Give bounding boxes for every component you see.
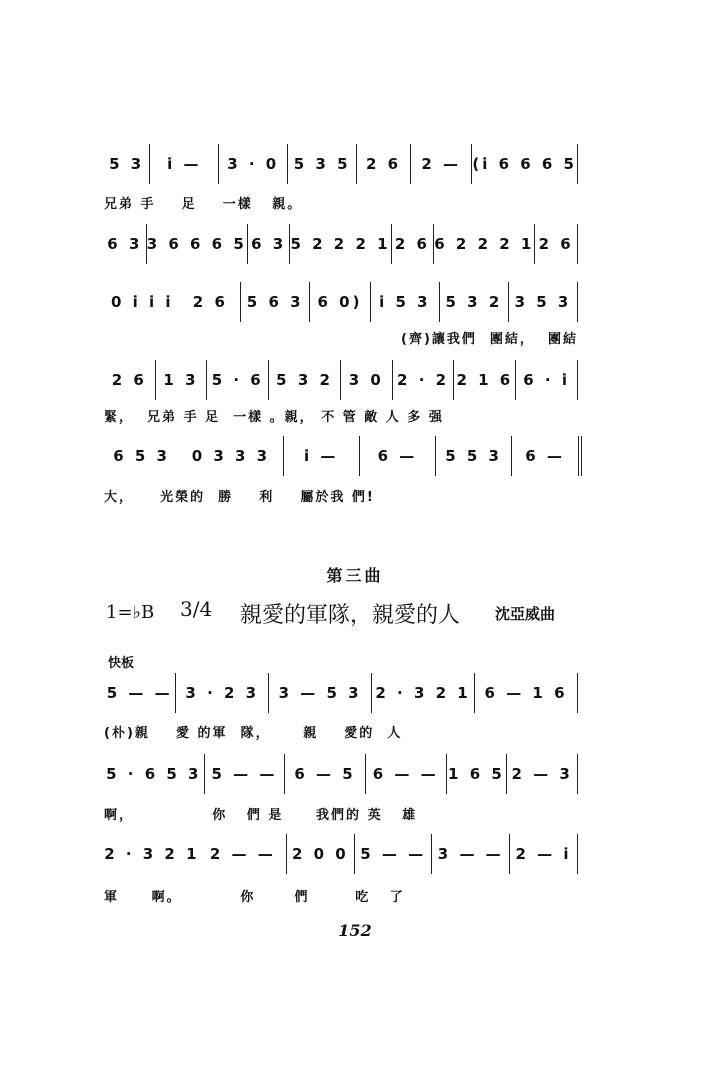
measure: 6 — 1 6 [474,673,578,713]
score-row-6 [104,673,578,713]
measure: 5 3 [109,155,145,173]
measure: 6 2 2 2 1 [433,224,534,264]
measure: 3 — 5 3 [268,673,371,713]
song-title: 親愛的軍隊，親愛的人 [240,603,461,628]
measure: 2 — [410,144,471,184]
measure: (i̇ 6 6 6 5 [471,144,578,184]
measure: 1 3 [155,360,207,400]
lyric-line-4: 緊， 兄弟 手 足 一樣 。親， 不 管 敵 人 多 强 [104,410,444,425]
measure: 5 2 2 2 1 [289,224,390,264]
measure: 5 5 3 [435,436,511,476]
measure: 6 3 [107,235,143,253]
score-row-8 [104,834,578,874]
measure: 6 — — [365,754,446,794]
measure: 6 3 [247,224,290,264]
key-signature: 1=♭B [106,602,155,623]
measure: 3 — — [431,834,509,874]
measure: i̇ — [283,436,359,476]
lyric-line-1: 兄弟 手 足 一樣 親。 [104,197,303,212]
measure: 3 · 2 3 [175,673,268,713]
measure: i̇ 5 3 [370,282,439,322]
measure: 5 — — [354,834,432,874]
measure: 2 6 [534,224,578,264]
measure: 2 6 [391,224,434,264]
measure: i̇ — [149,144,218,184]
lyric-line-3: (齊)讓我們 團結， 團結 [401,332,578,347]
score-row-1 [104,144,578,184]
measure: 5 · 6 5 3 [106,765,202,783]
score-row-4 [104,360,578,400]
measure: 2 1 6 [453,360,515,400]
measure: 2 6 [356,144,410,184]
lyric-line-8: 軍 啊。 你 們 吃 了 [104,890,405,905]
score-row-3 [104,282,578,322]
measure: 2 · 2 [392,360,454,400]
measure: 0 i̇ i̇ i̇ [111,293,174,311]
measure: 3 5 3 [508,282,578,322]
measure: 3 · 0 [218,144,287,184]
measure: 2 — — [209,845,276,863]
measure: 5 3 5 [287,144,356,184]
lyric-line-6: (朴)親 愛 的軍 隊， 親 愛的 人 [104,726,403,741]
measure: 6 · i̇ [515,360,578,400]
score-row-5 [104,436,582,476]
section-title: 第三曲 [326,566,384,585]
time-signature: 3/4 [180,597,213,621]
tempo-marking: 快板 [108,656,135,671]
measure: 2 — i̇ [509,834,578,874]
measure: 6 — 5 [284,754,365,794]
measure: 2 · 3 2 1 [371,673,474,713]
measure: 5 3 2 [268,360,340,400]
measure: 5 3 2 [439,282,508,322]
measure: 0 3 3 3 [191,447,271,465]
measure: 2 · 3 2 1 [104,845,200,863]
score-row-7 [104,754,578,794]
lyric-line-7: 啊， 你 們 是 我們的 英 雄 [104,808,418,823]
measure: 6 5 3 [113,447,170,465]
measure: 6 — [359,436,435,476]
measure: 1 6 5 [446,754,507,794]
measure: 2 6 [111,371,147,389]
measure: 5 — — [106,684,173,702]
measure: 2 0 0 [286,834,354,874]
measure: 2 6 [192,293,228,311]
measure: 2 — 3 [506,754,578,794]
measure: 3 6 6 6 5 [146,224,247,264]
score-row-2 [104,224,578,264]
measure: 5 · 6 [206,360,268,400]
lyric-line-5: 大， 光榮的 勝 利 屬於我 們! [104,490,375,505]
composer: 沈亞威曲 [495,605,556,623]
measure: 3 0 [340,360,392,400]
measure: 6 — [511,436,578,476]
measure: 5 6 3 [240,282,309,322]
measure: 6 0) [309,282,370,322]
page-number: 152 [338,921,372,940]
measure: 5 — — [204,754,285,794]
